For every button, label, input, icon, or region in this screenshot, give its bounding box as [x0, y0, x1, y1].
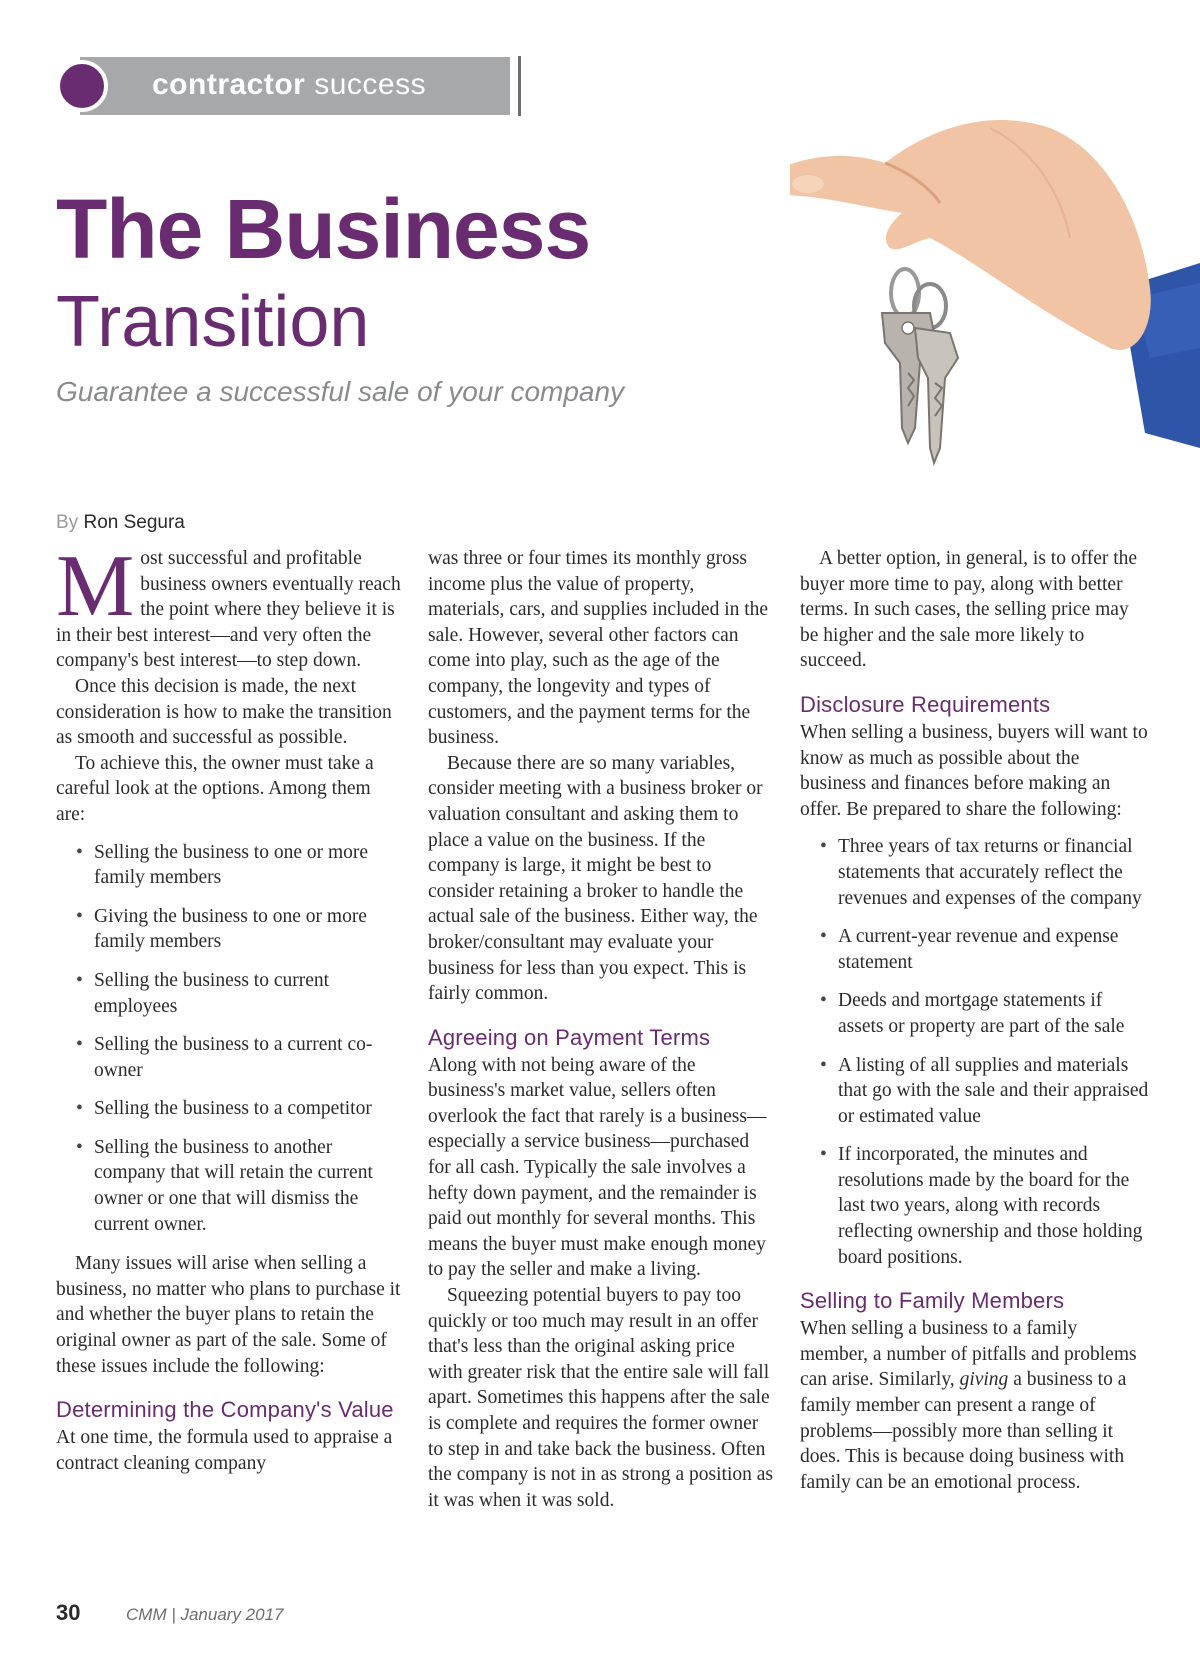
list-item: • Selling the business to another company that will retain the current owner or one that will dismiss the current owner. — [56, 1135, 401, 1237]
paragraph-text: When selling a business to a family member, a number of pitfalls and problems can arise. Similarly, — [800, 1318, 1137, 1391]
disclosure-list — [800, 834, 1150, 1270]
intro-paragraph — [56, 538, 401, 674]
section-rule — [518, 56, 521, 116]
list-item: • Selling the business to one or more family members — [56, 840, 401, 891]
section-dot — [56, 60, 108, 112]
drop-cap: M — [56, 538, 135, 635]
list-item: • Deeds and mortgage statements if assets or property are part of the sale — [800, 988, 1150, 1039]
byline — [56, 512, 185, 534]
paragraph: Along with not being aware of the business's market value, sellers often overlook the fact that rarely is a business—especially a service business—purchased for all cash. Typically the sale involves a hefty down payment, and the remainder is paid out monthly for several months. This means the buyer must make enough money to pay the seller and make a living. — [428, 1054, 767, 1281]
byline-prefix: By — [56, 512, 79, 533]
section-header — [56, 56, 466, 116]
list-item: • If incorporated, the minutes and resolutions made by the board for the last two years, along with records reflecting ownership and those holding board positions. — [800, 1142, 1150, 1270]
list-item: • Giving the business to one or more family members — [56, 904, 401, 955]
list-item: • Selling the business to a current co-owner — [56, 1032, 401, 1083]
section-label-light: success — [314, 68, 427, 101]
section-label-bold: contractor — [152, 68, 306, 101]
article-column-2 — [428, 546, 773, 1513]
options-list — [56, 840, 401, 1238]
paragraph: Once this decision is made, the next consideration is how to make the transition as smooth and successful as possible. — [56, 675, 392, 749]
page-footer — [56, 1600, 283, 1626]
byline-author: Ron Segura — [83, 512, 185, 533]
paragraph: Many issues will arise when selling a business, no matter who plans to purchase it and whether the buyer plans to retain the original owner as part of the sale. Some of these issues include the following: — [56, 1253, 401, 1377]
paragraph: Because there are so many variables, consider meeting with a business broker or valuation consultant and asking them to place a value on the business. If the company is large, it might be best to consider retaining a broker to handle the actual sale of the business. Either way, the broker/consultant may evaluate your business for less than you expect. This is fairly common. — [428, 752, 763, 1005]
paragraph: At one time, the formula used to appraise a contract cleaning company — [56, 1427, 393, 1474]
subheading-payment-terms: Agreeing on Payment Terms — [428, 1024, 711, 1050]
list-item: • Three years of tax returns or financial statements that accurately reflect the revenues and expenses of the company — [800, 834, 1150, 911]
paragraph: A better option, in general, is to offer the buyer more time to pay, along with better terms. In such cases, the selling price may be higher and the sale more likely to succeed. — [800, 548, 1138, 672]
page-number: 30 — [56, 1600, 81, 1625]
hand-holding-keys-image — [790, 88, 1200, 488]
emphasis-text: giving — [959, 1369, 1009, 1391]
article-column-1 — [56, 538, 401, 1476]
subheading-company-value: Determining the Company's Value — [56, 1397, 394, 1423]
paragraph: Squeezing potential buyers to pay too quickly or too much may result in an offer that's less than the original asking price with greater risk that the entire sale will fall apart. Sometimes this happens after the sale is complete and requires the former owner to step in and take back the business. Often the company is not in as strong a position as it was when it was sold. — [428, 1285, 774, 1511]
list-item: • Selling the business to current employees — [56, 968, 401, 1019]
paragraph: was three or four times its monthly gross income plus the value of property, materials, cars, and supplies included in the sale. However, several other factors can come into play, such as the age of the company, the longevity and types of customers, and the payment terms for the business. — [428, 548, 769, 749]
paragraph: To achieve this, the owner must take a careful look at the options. Among them are: — [56, 752, 374, 825]
list-item: • A current-year revenue and expense statement — [800, 924, 1150, 975]
subheading-disclosure: Disclosure Requirements — [800, 691, 1051, 717]
list-item: • A listing of all supplies and materials that go with the sale and their appraised or estimated value — [800, 1053, 1150, 1130]
article-column-3 — [800, 546, 1150, 1495]
paragraph — [800, 1316, 1150, 1495]
section-label — [152, 68, 426, 102]
article-deck: Guarantee a successful sale of your company — [56, 376, 625, 407]
paragraph-text: a business to a family member can present a range of problems—possibly more than selling it does. This is because doing business with family can be an emotional process. — [800, 1369, 1127, 1493]
article-title-line2: Transition — [56, 282, 370, 362]
subheading-family-members: Selling to Family Members — [800, 1288, 1065, 1314]
paragraph: When selling a business, buyers will want to know as much as possible about the business and finances before making an offer. Be prepared to share the following: — [800, 721, 1148, 820]
intro-text: ost successful and profitable business owners eventually reach the point where they believe it is in their best interest—and very often the company's best interest—to step down. — [56, 548, 401, 672]
list-item: • Selling the business to a competitor — [56, 1096, 401, 1122]
article-title: The Business — [56, 182, 591, 276]
publication-info: CMM | January 2017 — [126, 1605, 284, 1624]
